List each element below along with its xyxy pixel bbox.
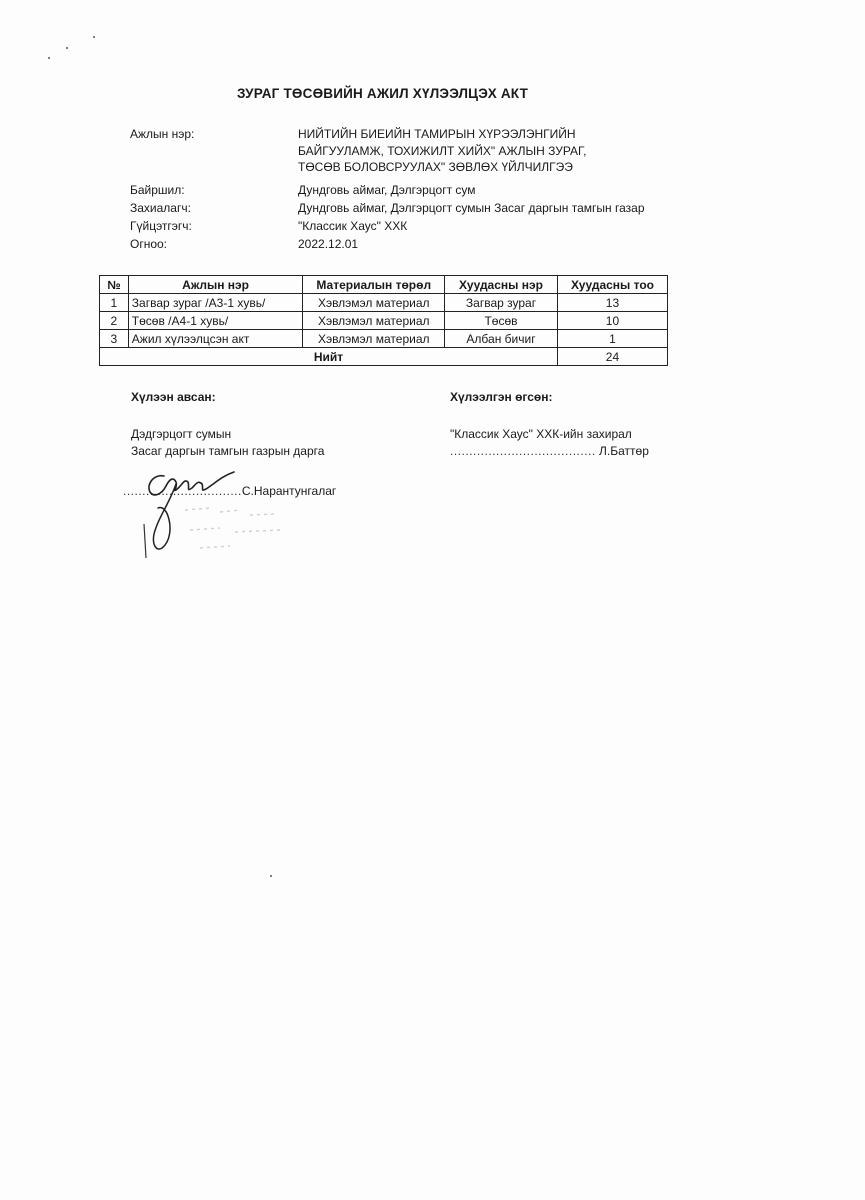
cell-material: Хэвлэмэл материал xyxy=(303,294,445,312)
table-total-row xyxy=(100,348,668,366)
scan-speck xyxy=(48,57,50,59)
received-heading: Хүлээн авсан: xyxy=(131,390,216,404)
table-row xyxy=(100,312,668,330)
info-label: Огноо: xyxy=(130,236,168,251)
info-row-work-name xyxy=(130,126,730,176)
cell-sheet-count: 1 xyxy=(557,330,667,348)
info-label: Ажлын нэр: xyxy=(130,127,195,141)
handed-line1: "Классик Хаус" ХХК-ийн захирал xyxy=(450,427,632,441)
info-row-location xyxy=(130,182,730,198)
info-row-date xyxy=(130,236,730,252)
received-line1: Дэдгэрцогт сумын xyxy=(131,427,232,441)
info-block xyxy=(130,126,730,254)
signature-dots: ...................................... xyxy=(450,444,596,458)
header-work-name: Ажлын нэр xyxy=(128,276,303,294)
info-value: Дундговь аймаг, Дэлгэрцогт сум xyxy=(298,182,476,197)
scan-speck xyxy=(66,47,68,49)
cell-sheet-name: Төсөв xyxy=(445,312,558,330)
info-row-contractor xyxy=(130,218,730,234)
handed-block xyxy=(450,390,750,460)
header-material: Материалын төрөл xyxy=(303,276,445,294)
scan-speck xyxy=(270,875,272,877)
header-number: № xyxy=(100,276,129,294)
cell-sheet-name: Загвар зураг xyxy=(445,294,558,312)
cell-material: Хэвлэмэл материал xyxy=(303,330,445,348)
signature-dots: ............................... xyxy=(123,484,242,498)
handed-heading: Хүлээлгэн өгсөн: xyxy=(450,390,553,404)
table-row xyxy=(100,294,668,312)
info-value: НИЙТИЙН БИЕИЙН ТАМИРЫН ХҮРЭЭЛЭНГИЙН БАЙГУУЛАМЖ, ТОХИЖИЛТ ХИЙХ" АЖЛЫН ЗУРАГ, ТӨСӨВ БОЛОВСРУУЛАХ" ЗӨВЛӨХ ҮЙЛЧИЛГЭЭ xyxy=(298,127,587,174)
handed-name: Л.Баттөр xyxy=(599,444,649,458)
document-title: ЗУРАГ ТӨСӨВИЙН АЖИЛ ХҮЛЭЭЛЦЭХ АКТ xyxy=(236,86,529,101)
cell-material: Хэвлэмэл материал xyxy=(303,312,445,330)
cell-number: 3 xyxy=(100,330,129,348)
header-sheet-count: Хуудасны тоо xyxy=(557,276,667,294)
cell-number: 1 xyxy=(100,294,129,312)
info-value: "Классик Хаус" ХХК xyxy=(298,218,408,233)
cell-number: 2 xyxy=(100,312,129,330)
info-value: 2022.12.01 xyxy=(298,236,359,251)
handed-signature-line xyxy=(450,443,750,460)
info-value: Дундговь аймаг, Дэлгэрцогт сумын Засаг даргын тамгын газар xyxy=(298,200,645,215)
works-table xyxy=(99,275,668,366)
scan-speck xyxy=(93,36,95,38)
header-sheet-name: Хуудасны нэр xyxy=(445,276,558,294)
info-row-client xyxy=(130,200,730,216)
cell-work-name: Ажил хүлээлцсэн акт xyxy=(128,330,303,348)
cell-sheet-count: 10 xyxy=(557,312,667,330)
received-block xyxy=(131,390,411,460)
cell-sheet-name: Албан бичиг xyxy=(445,330,558,348)
table-header-row xyxy=(100,276,668,294)
info-label: Захиалагч: xyxy=(130,200,191,215)
table-row xyxy=(100,330,668,348)
cell-sheet-count: 13 xyxy=(557,294,667,312)
cell-work-name: Төсөв /А4-1 хувь/ xyxy=(128,312,303,330)
faint-stamp-mark xyxy=(180,500,290,555)
total-value: 24 xyxy=(557,348,667,366)
info-label: Гүйцэтгэгч: xyxy=(130,218,192,233)
info-label: Байршил: xyxy=(130,182,185,197)
cell-work-name: Загвар зураг /А3-1 хувь/ xyxy=(128,294,303,312)
received-name: С.Нарантунгалаг xyxy=(241,484,337,498)
received-line2: Засаг даргын тамгын газрын дарга xyxy=(131,444,325,458)
total-label: Нийт xyxy=(100,348,558,366)
